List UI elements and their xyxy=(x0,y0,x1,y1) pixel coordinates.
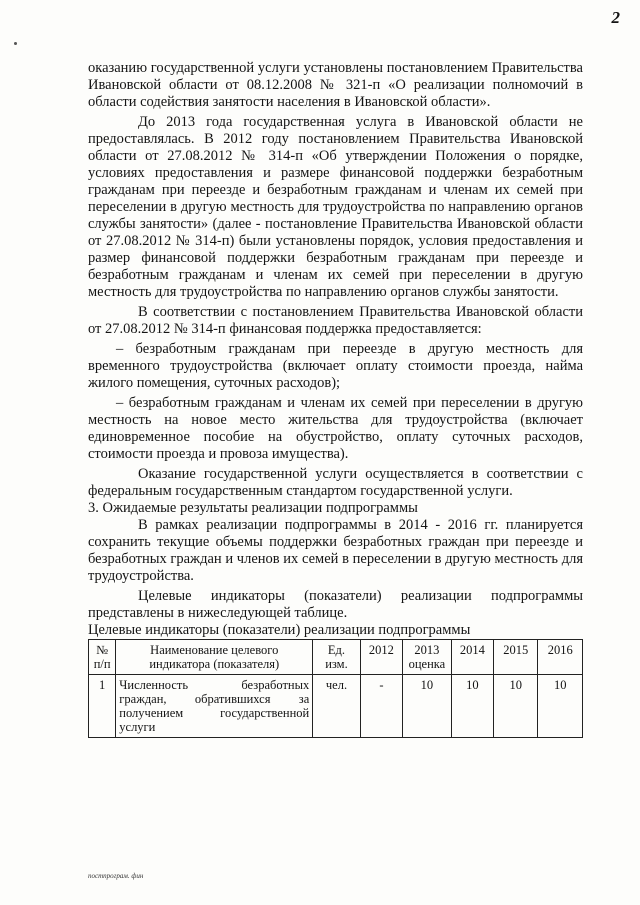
paragraph: – безработным гражданам при переезде в другую местность для временного трудоустройства (включает оплату стоимости проезда, найма жилого помещения, суточных расходов); xyxy=(88,341,583,391)
column-header: 2014 xyxy=(451,640,493,675)
table-cell: 10 xyxy=(451,675,493,738)
column-header: 2012 xyxy=(360,640,402,675)
table-cell: - xyxy=(360,675,402,738)
paragraph: оказанию государственной услуги установлены постановлением Правительства Ивановской области от 08.12.2008 № 321-п «О реализации полномочий в области содействия занятости населения в Ивановской области». xyxy=(88,60,583,110)
scan-mark xyxy=(14,42,17,45)
column-header: Наименование целевого индикатора (показателя) xyxy=(116,640,313,675)
paragraph: Целевые индикаторы (показатели) реализации подпрограммы представлены в нижеследующей таблице. xyxy=(88,588,583,621)
document-body xyxy=(88,60,583,738)
section-heading: 3. Ожидаемые результаты реализации подпрограммы xyxy=(88,500,418,516)
table-caption: Целевые индикаторы (показатели) реализации подпрограммы xyxy=(88,622,471,638)
column-header: 2013 оценка xyxy=(403,640,451,675)
table-header-row xyxy=(89,640,583,675)
paragraph: До 2013 года государственная услуга в Ивановской области не предоставлялась. В 2012 году постановлением Правительства Ивановской области от 27.08.2012 № 314-п «Об утверждении Положения о порядке, условиях предоставления и размере финансовой поддержки безработным гражданам при переезде и безработным гражданам и членам их семей при переселении в другую местность для трудоустройства по направлению органов службы занятости» (далее - постановление Правительства Ивановской области от 27.08.2012 № 314-п) были установлены порядок, условия предоставления и размер финансовой поддержки безработным гражданам при переезде и безработным гражданам и членам их семей при переселении в другую местность для трудоустройства по направлению органов службы занятости. xyxy=(88,114,583,300)
table-cell: 10 xyxy=(538,675,583,738)
column-header: Ед. изм. xyxy=(313,640,360,675)
table-body xyxy=(89,675,583,738)
column-header: 2015 xyxy=(494,640,538,675)
column-header: 2016 xyxy=(538,640,583,675)
table-cell: 10 xyxy=(403,675,451,738)
footer-note: постпрограм. фин xyxy=(88,872,144,880)
intro-section xyxy=(88,60,583,500)
indicators-table xyxy=(88,639,583,738)
table-cell: 1 xyxy=(89,675,116,738)
table-cell: Численность безработных граждан, обратившихся за получением государственной услуги xyxy=(116,675,313,738)
results-section xyxy=(88,517,583,622)
paragraph: В соответствии с постановлением Правительства Ивановской области от 27.08.2012 № 314-п финансовая поддержка предоставляется: xyxy=(88,304,583,337)
table-cell: 10 xyxy=(494,675,538,738)
table-row xyxy=(89,675,583,738)
paragraph: – безработным гражданам и членам их семей при переселении в другую местность на новое место жительства для трудоустройства (включает единовременное пособие на обустройство, оплату суточных расходов, стоимости проезда и провоза имущества). xyxy=(88,395,583,462)
paragraph: В рамках реализации подпрограммы в 2014 - 2016 гг. планируется сохранить текущие объемы поддержки безработных граждан при переезде и безработных граждан и членов их семей в переселении в другую местность для трудоустройства. xyxy=(88,517,583,584)
column-header: № п/п xyxy=(89,640,116,675)
table-cell: чел. xyxy=(313,675,360,738)
paragraph: Оказание государственной услуги осуществляется в соответствии с федеральным государственным стандартом государственной услуги. xyxy=(88,466,583,499)
page-number: 2 xyxy=(611,8,620,27)
